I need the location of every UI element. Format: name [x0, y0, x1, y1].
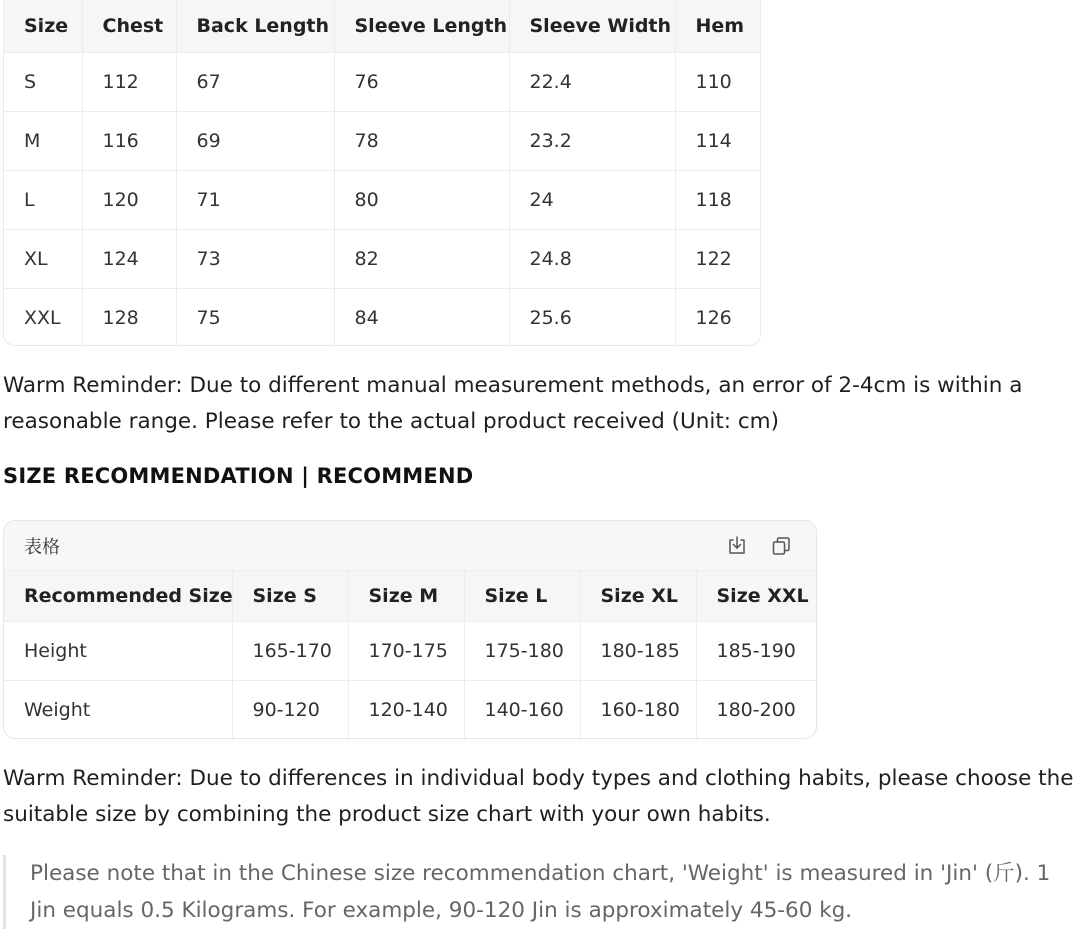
table-row: [4, 52, 761, 111]
table-cell: 128: [82, 288, 176, 346]
table-row: [4, 170, 761, 229]
copy-icon[interactable]: [770, 535, 792, 557]
table-cell: 124: [82, 229, 176, 288]
table-cell: 116: [82, 111, 176, 170]
table-cell: 170-175: [348, 621, 464, 680]
table-label: 表格: [24, 536, 60, 558]
recommend-heading: SIZE RECOMMENDATION | RECOMMEND: [3, 464, 474, 488]
size-table: [4, 0, 761, 346]
table-cell: 175-180: [464, 621, 580, 680]
weight-unit-note: Please note that in the Chinese size recommendation chart, 'Weight' is measured in 'Jin' (斤). 1 Jin equals 0.5 Kilograms. For example, 90-120 Jin is approximately 45-60 kg.: [3, 855, 1078, 929]
measurement-reminder: Warm Reminder: Due to different manual measurement methods, an error of 2-4cm is within a reasonable range. Please refer to the actual product received (Unit: cm): [3, 373, 1023, 434]
table-cell: S: [4, 52, 82, 111]
table-cell: 114: [675, 111, 761, 170]
table-cell: L: [4, 170, 82, 229]
recommend-table-container: [3, 520, 817, 739]
table-cell: 84: [334, 288, 509, 346]
recommend-table: [4, 571, 817, 739]
table-row: [4, 229, 761, 288]
recommend-table-header: Size L: [464, 571, 580, 621]
size-table-header-row: [4, 0, 761, 52]
table-cell: Height: [4, 621, 232, 680]
table-row: [4, 288, 761, 346]
table-cell: XXL: [4, 288, 82, 346]
recommend-table-header: Size XL: [580, 571, 696, 621]
table-cell: 25.6: [509, 288, 675, 346]
recommend-table-header: Size XXL: [696, 571, 817, 621]
recommend-table-header-row: [4, 571, 817, 621]
table-cell: 165-170: [232, 621, 348, 680]
table-cell: 22.4: [509, 52, 675, 111]
table-cell: 24: [509, 170, 675, 229]
table-cell: 126: [675, 288, 761, 346]
size-table-header: Back Length: [176, 0, 334, 52]
table-cell: 118: [675, 170, 761, 229]
recommend-table-header: Size M: [348, 571, 464, 621]
size-table-header: Hem: [675, 0, 761, 52]
table-row: [4, 111, 761, 170]
table-cell: 75: [176, 288, 334, 346]
table-cell: 67: [176, 52, 334, 111]
table-cell: Weight: [4, 680, 232, 739]
fit-reminder: Warm Reminder: Due to differences in individual body types and clothing habits, please choose the suitable size by combining the product size chart with your own habits.: [3, 766, 1074, 827]
table-cell: 112: [82, 52, 176, 111]
table-cell: 160-180: [580, 680, 696, 739]
size-table-header: Size: [4, 0, 82, 52]
table-cell: 180-185: [580, 621, 696, 680]
table-cell: 73: [176, 229, 334, 288]
table-row: [4, 621, 817, 680]
table-cell: 120-140: [348, 680, 464, 739]
table-cell: 71: [176, 170, 334, 229]
table-cell: 69: [176, 111, 334, 170]
table-cell: XL: [4, 229, 82, 288]
table-cell: 23.2: [509, 111, 675, 170]
size-table-header: Sleeve Width: [509, 0, 675, 52]
table-cell: 122: [675, 229, 761, 288]
recommend-table-header: Size S: [232, 571, 348, 621]
table-cell: 120: [82, 170, 176, 229]
table-cell: 180-200: [696, 680, 817, 739]
table-cell: 80: [334, 170, 509, 229]
table-cell: 90-120: [232, 680, 348, 739]
table-row: [4, 680, 817, 739]
size-table-container: [3, 0, 761, 346]
table-cell: 24.8: [509, 229, 675, 288]
table-cell: 82: [334, 229, 509, 288]
table-cell: 110: [675, 52, 761, 111]
table-cell: M: [4, 111, 82, 170]
table-cell: 78: [334, 111, 509, 170]
size-table-header: Chest: [82, 0, 176, 52]
table-cell: 76: [334, 52, 509, 111]
recommend-table-toolbar: [4, 521, 816, 571]
table-cell: 140-160: [464, 680, 580, 739]
table-cell: 185-190: [696, 621, 817, 680]
toolbar-actions: [726, 535, 792, 557]
recommend-table-header: Recommended Size: [4, 571, 232, 621]
download-icon[interactable]: [726, 535, 748, 557]
size-table-header: Sleeve Length: [334, 0, 509, 52]
